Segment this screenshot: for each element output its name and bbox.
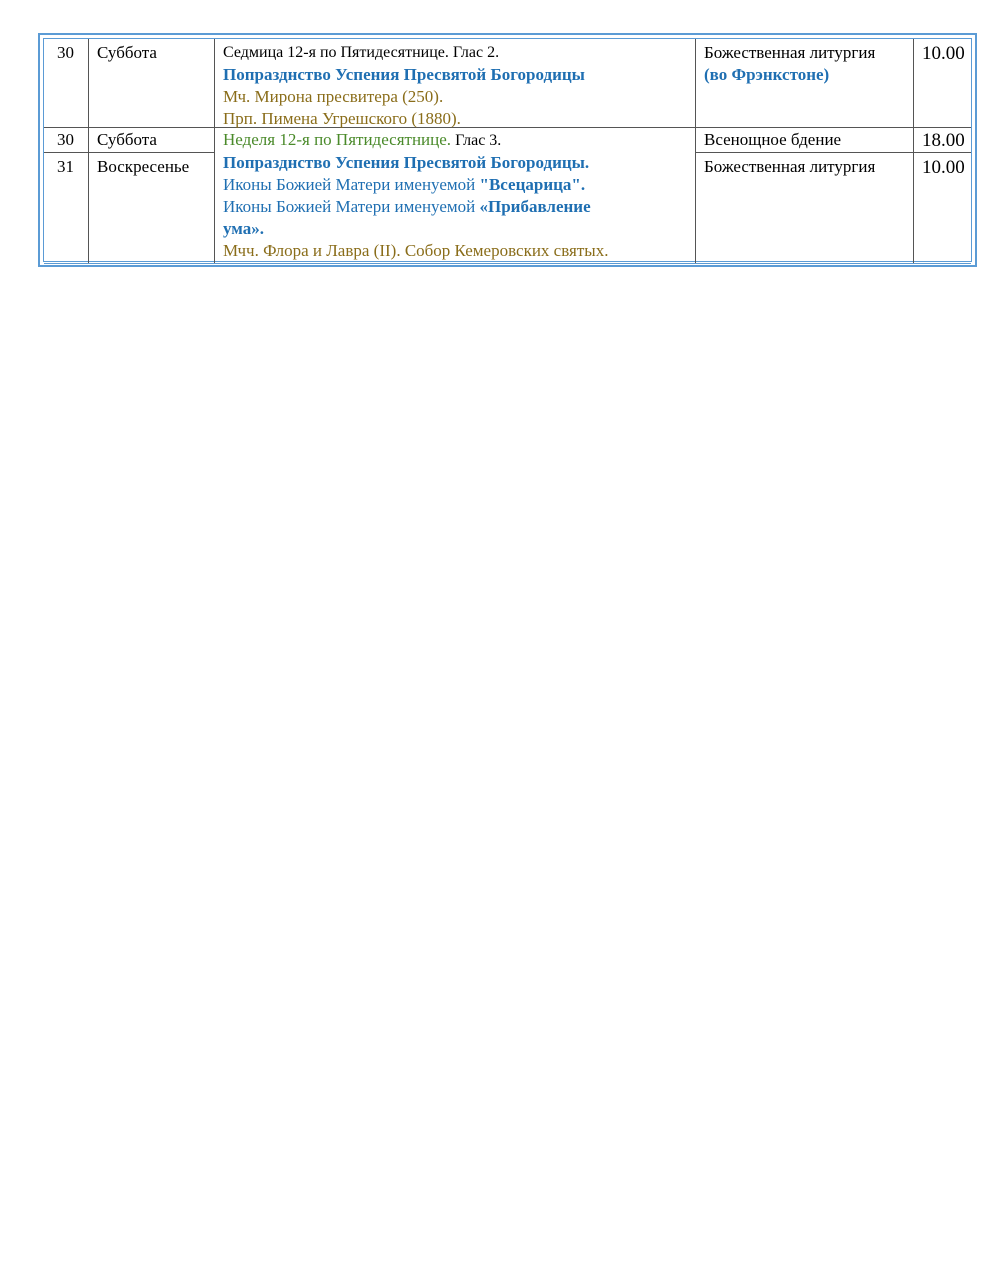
column-divider — [695, 39, 696, 263]
row-service: Божественная литургия — [704, 43, 876, 62]
row-weekday: Суббота — [97, 130, 157, 149]
row-time: 18.00 — [922, 130, 965, 151]
row-saint: Мчч. Флора и Лавра (II). Собор Кемеровских святых. — [223, 241, 609, 260]
row-weekday: Воскресенье — [97, 157, 190, 176]
table-bottom-border — [44, 263, 971, 264]
row-divider — [695, 152, 971, 153]
column-divider — [214, 39, 215, 263]
row-day: 31 — [57, 157, 74, 176]
row-saint: Прп. Пимена Угрешского (1880). — [223, 109, 461, 128]
column-divider — [913, 39, 914, 263]
row-weekday: Суббота — [97, 43, 157, 62]
schedule-table-inner — [43, 38, 972, 262]
row-week-title — [223, 129, 501, 152]
row-icon-feast-name: «Прибавление — [479, 197, 591, 216]
schedule-table — [38, 33, 977, 267]
row-icon-feast — [223, 174, 585, 196]
row-day: 30 — [57, 130, 74, 149]
row-icon-feast-name: "Всецарица". — [479, 175, 586, 194]
row-week-title-main: Неделя 12-я по Пятидесятнице. — [223, 130, 452, 149]
row-service: Божественная литургия — [704, 157, 876, 176]
row-day: 30 — [57, 43, 74, 62]
column-divider — [88, 39, 89, 263]
row-divider — [695, 127, 971, 128]
row-week-title: Седмица 12-я по Пятидесятнице. Глас 2. — [223, 44, 500, 61]
row-service-note: (во Фрэнкстоне) — [704, 65, 830, 84]
row-time: 10.00 — [922, 43, 965, 64]
row-feast: Попразднство Успения Пресвятой Богородицы — [223, 65, 585, 84]
row-icon-feast-text: Иконы Божией Матери именуемой — [223, 175, 480, 194]
row-saint: Мч. Мирона пресвитера (250). — [223, 87, 444, 106]
row-icon-feast-text: Иконы Божией Матери именуемой — [223, 197, 480, 216]
row-icon-feast-name-cont: ума». — [223, 219, 264, 238]
row-feast: Попразднство Успения Пресвятой Богородицы. — [223, 153, 590, 172]
row-service: Всенощное бдение — [704, 130, 842, 149]
row-icon-feast — [223, 196, 591, 218]
row-divider — [44, 152, 214, 153]
row-time: 10.00 — [922, 157, 965, 178]
row-divider — [44, 127, 214, 128]
row-tone: Глас 3. — [451, 132, 502, 149]
